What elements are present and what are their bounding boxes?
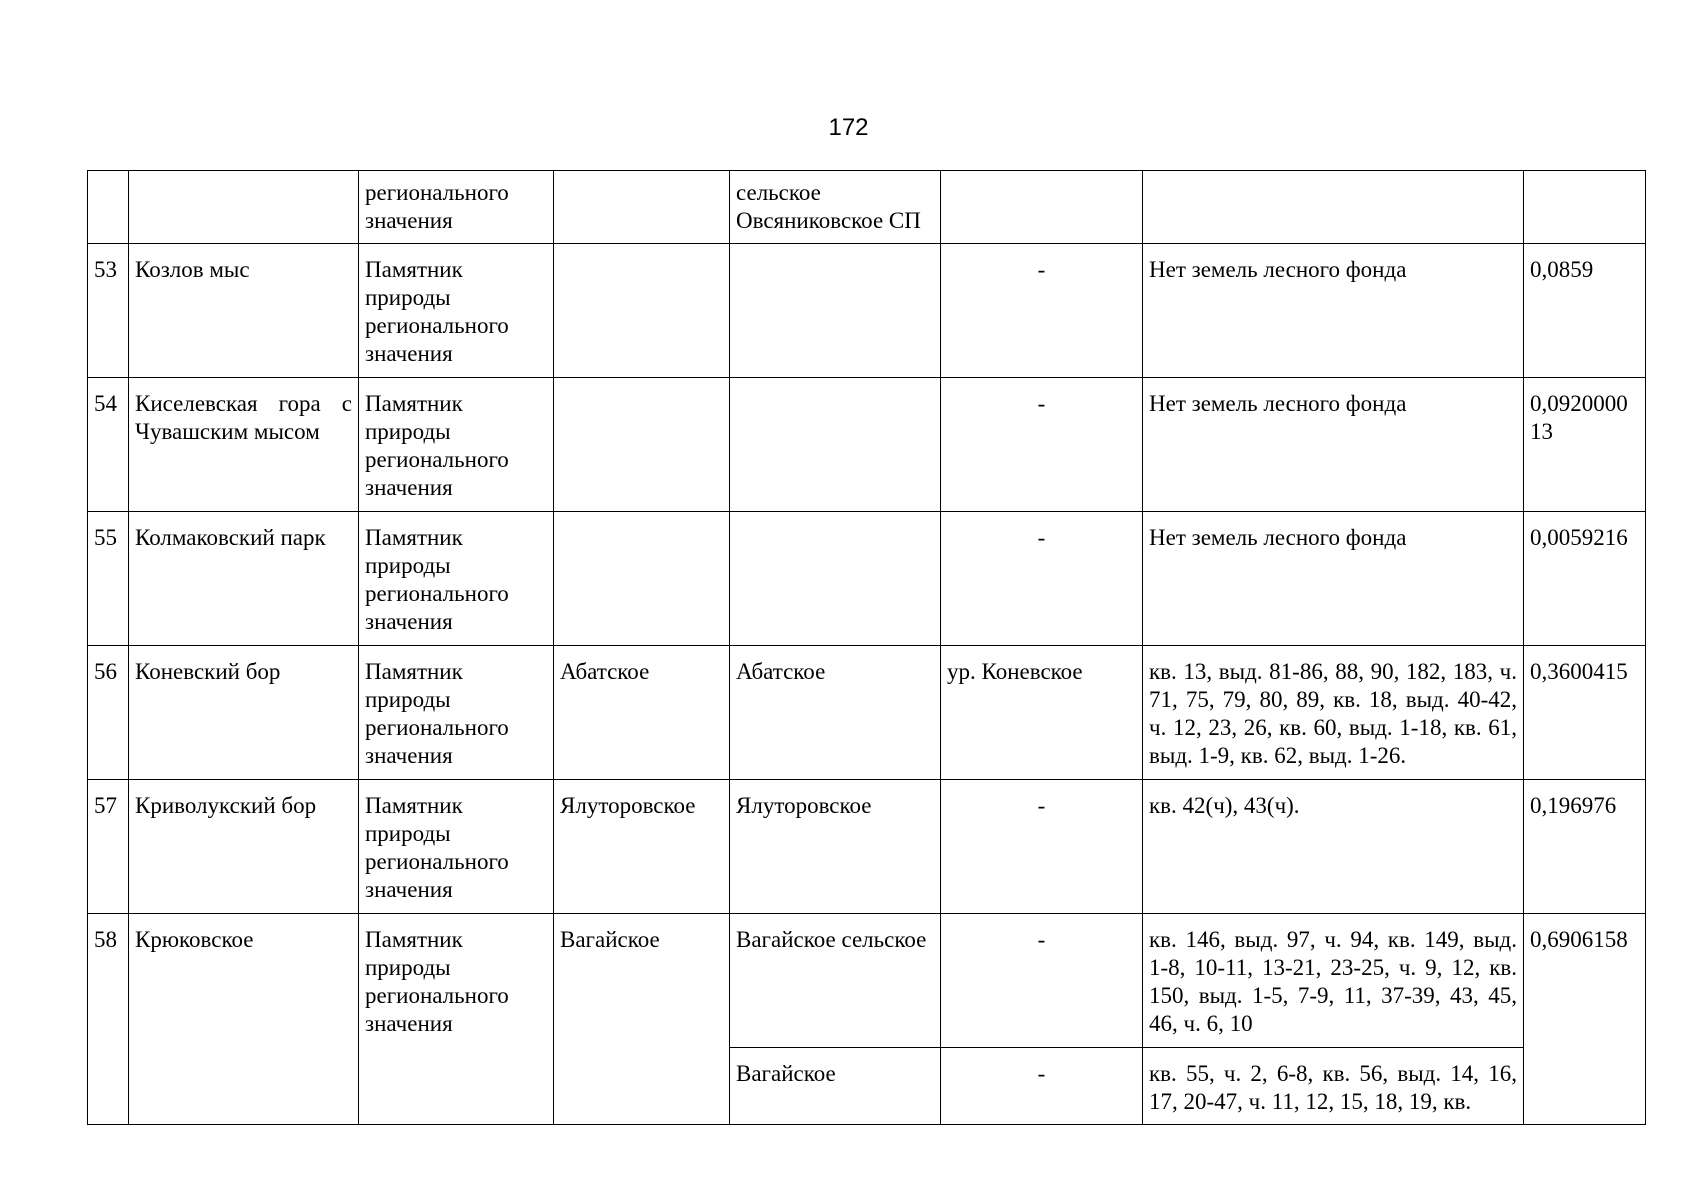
settlement-cell: Вагайское сельское (730, 914, 941, 1048)
name-cell (129, 171, 359, 244)
table-row (88, 378, 1646, 512)
locality-cell: - (941, 1048, 1143, 1125)
district-cell: Вагайское (554, 914, 730, 1125)
settlement-cell: сельское Овсяниковское СП (730, 171, 941, 244)
forest-cell: Нет земель лесного фонда (1143, 512, 1524, 646)
settlement-cell (730, 244, 941, 378)
name-cell: Колмаковский парк (129, 512, 359, 646)
category-cell: Памятник природы регионального значения (359, 646, 554, 780)
category-cell: Памятник природы регионального значения (359, 512, 554, 646)
category-cell: Памятник природы регионального значения (359, 244, 554, 378)
area-cell: 0,0859 (1524, 244, 1646, 378)
name-cell: Киселевская гора с Чувашским мысом (129, 378, 359, 512)
row-number-cell: 53 (88, 244, 129, 378)
locality-cell: - (941, 780, 1143, 914)
category-cell: Памятник природы регионального значения (359, 914, 554, 1125)
locality-cell: - (941, 512, 1143, 646)
page-number: 172 (828, 114, 869, 141)
locality-cell: - (941, 378, 1143, 512)
locality-cell (941, 171, 1143, 244)
name-cell: Коневский бор (129, 646, 359, 780)
name-cell: Криволукский бор (129, 780, 359, 914)
forest-cell: кв. 42(ч), 43(ч). (1143, 780, 1524, 914)
district-cell (554, 512, 730, 646)
name-cell: Крюковское (129, 914, 359, 1125)
settlement-cell: Абатское (730, 646, 941, 780)
district-cell (554, 171, 730, 244)
forest-cell: кв. 146, выд. 97, ч. 94, кв. 149, выд. 1-8, 10-11, 13-21, 23-25, ч. 9, 12, кв. 150, выд. 1-5, 7-9, 11, 37-39, 43, 45, 46, ч. 6, 10 (1143, 914, 1524, 1048)
district-cell (554, 378, 730, 512)
district-cell: Абатское (554, 646, 730, 780)
table-row (88, 512, 1646, 646)
table-row (88, 646, 1646, 780)
category-cell: Памятник природы регионального значения (359, 780, 554, 914)
forest-cell: Нет земель лесного фонда (1143, 378, 1524, 512)
settlement-cell (730, 512, 941, 646)
area-cell: 0,3600415 (1524, 646, 1646, 780)
table-row (88, 780, 1646, 914)
table-row (88, 914, 1646, 1048)
district-cell (554, 244, 730, 378)
table-row (88, 244, 1646, 378)
locality-cell: - (941, 914, 1143, 1048)
settlement-cell (730, 378, 941, 512)
area-cell: 0,0059216 (1524, 512, 1646, 646)
row-number-cell: 55 (88, 512, 129, 646)
settlement-cell: Ялуторовское (730, 780, 941, 914)
area-cell (1524, 171, 1646, 244)
row-number-cell: 56 (88, 646, 129, 780)
locality-cell: ур. Коневское (941, 646, 1143, 780)
forest-cell: кв. 13, выд. 81-86, 88, 90, 182, 183, ч. 71, 75, 79, 80, 89, кв. 18, выд. 40-42, ч. 12, 23, 26, кв. 60, выд. 1-18, кв. 61, выд. 1-9, кв. 62, выд. 1-26. (1143, 646, 1524, 780)
area-cell: 0,092000013 (1524, 378, 1646, 512)
row-number-cell (88, 171, 129, 244)
area-cell: 0,196976 (1524, 780, 1646, 914)
forest-cell: Нет земель лесного фонда (1143, 244, 1524, 378)
area-cell: 0,6906158 (1524, 914, 1646, 1125)
settlement-cell: Вагайское (730, 1048, 941, 1125)
forest-cell: кв. 55, ч. 2, 6-8, кв. 56, выд. 14, 16, 17, 20-47, ч. 11, 12, 15, 18, 19, кв. (1143, 1048, 1524, 1125)
row-number-cell: 54 (88, 378, 129, 512)
forest-cell (1143, 171, 1524, 244)
row-number-cell: 57 (88, 780, 129, 914)
category-cell: Памятник природы регионального значения (359, 378, 554, 512)
locality-cell: - (941, 244, 1143, 378)
category-cell: регионального значения (359, 171, 554, 244)
row-number-cell: 58 (88, 914, 129, 1125)
name-cell: Козлов мыс (129, 244, 359, 378)
table-row (88, 171, 1646, 244)
district-cell: Ялуторовское (554, 780, 730, 914)
protected-areas-table (87, 170, 1646, 1125)
